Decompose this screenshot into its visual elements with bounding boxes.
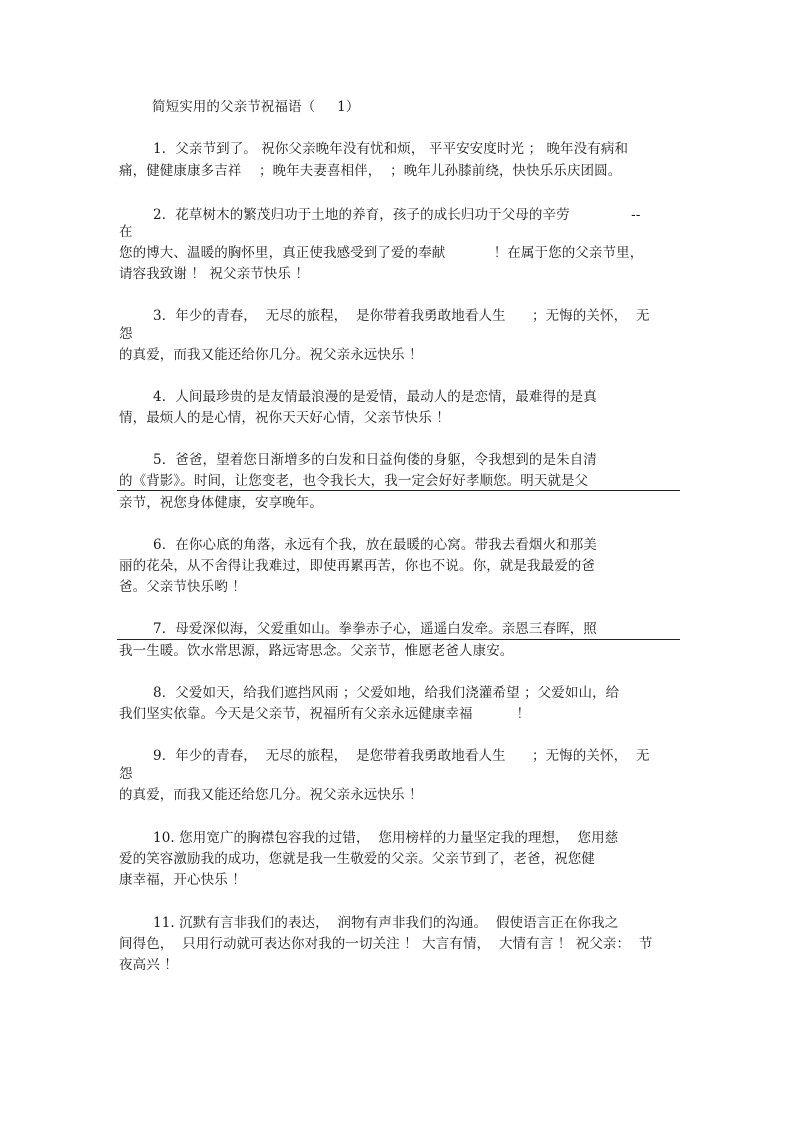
paragraph-line: 的真爱，而我又能还给您几分。祝父亲永远快乐 ！	[119, 787, 423, 803]
paragraph-line: 请容我致谢 ！ 祝父亲节快乐 ！	[119, 266, 309, 282]
paragraph-line: 我一生暖。饮水常思源，路远寄思念。父亲节，惟愿老爸人康安。	[119, 643, 514, 659]
page-title: 简短实用的父亲节祝福语（ 1）	[152, 99, 360, 115]
paragraph-line: 8．父爱如天，给我们遮挡风雨 ；父爱如地，给我们浇灌希望 ；父爱如山，给	[153, 685, 620, 701]
paragraph-line: 我们坚实依靠。今天是父亲节，祝福所有父亲永远健康幸福 ！	[119, 706, 531, 722]
paragraph-line: 1．父亲节到了。 祝你父亲晚年没有忧和烦， 平平安安度时光 ； 晚年没有病和	[153, 141, 629, 157]
paragraph-line: 夜高兴 ！	[119, 957, 178, 973]
paragraph-line: 间得色， 只用行动就可表达你对我的一切关注 ！ 大言有情， 大情有言 ！ 祝父亲： 节	[119, 936, 653, 952]
paragraph-line: 亲节，祝您身体健康，安享晚年。	[119, 495, 323, 511]
paragraph-line: 3．年少的青春， 无尽的旅程， 是你带着我勇敢地看人生 ；无悔的关怀， 无	[153, 308, 650, 324]
paragraph-line: 怨	[119, 326, 133, 342]
paragraph-line: 痛，健健康康多吉祥 ；晚年夫妻喜相伴， ；晚年儿孙膝前绕，快快乐乐庆团圆。	[119, 163, 622, 179]
paragraph-line: 6．在你心底的角落，永远有个我，放在最暖的心窝。带我去看烟火和那美	[153, 537, 597, 553]
paragraph-line: 的真爱，而我又能还给你几分。祝父亲永远快乐 ！	[119, 347, 423, 363]
paragraph-line: 10. 您用宽广的胸襟包容我的过错， 您用榜样的力量坚定我的理想， 您用慈	[153, 830, 619, 846]
paragraph-line: 2．花草树木的繁茂归功于土地的养育，孩子的成长归功于父母的辛劳 --	[153, 207, 641, 223]
paragraph-line: 怨	[119, 766, 133, 782]
paragraph-line: 在	[119, 224, 133, 240]
horizontal-rule	[117, 639, 680, 640]
paragraph-line: 的《背影》。时间，让您变老，也令我长大，我一定会好好孝顺您。明天就是父	[119, 473, 589, 489]
paragraph-line: 情，最烦人的是心情，祝你天天好心情，父亲节快乐 ！	[119, 410, 450, 426]
paragraph-line: 7．母爱深似海，父爱重如山。拳拳赤子心，遥遥白发牵。亲恩三春晖，照	[153, 621, 597, 637]
paragraph-line: 爱的笑容激励我的成功，您就是我一生敬爱的父亲。父亲节到了，老爸，祝您健	[119, 851, 595, 867]
paragraph-line: 康幸福，开心快乐 ！	[119, 872, 246, 888]
paragraph-line: 4．人间最珍贵的是友情最浪漫的是爱情，最动人的是恋情，最难得的是真	[153, 389, 597, 405]
paragraph-line: 您的博大、温暖的胸怀里，真正使我感受到了爱的奉献 ！在属于您的父亲节里，	[119, 245, 644, 261]
paragraph-line: 11. 沉默有言非我们的表达， 润物有声非我们的沟通。 假使语言正在你我之	[153, 915, 619, 931]
paragraph-line: 丽的花朵，从不舍得让我难过，即使再累再苦，你也不说。你，就是我最爱的爸	[119, 558, 595, 574]
horizontal-rule	[117, 490, 680, 491]
paragraph-line: 爸。父亲节快乐哟 ！	[119, 579, 246, 595]
paragraph-line: 5．爸爸，望着您日渐增多的白发和日益佝偻的身躯，令我想到的是朱自清	[153, 452, 597, 468]
paragraph-line: 9．年少的青春， 无尽的旅程， 是您带着我勇敢地看人生 ；无悔的关怀， 无	[153, 748, 650, 764]
